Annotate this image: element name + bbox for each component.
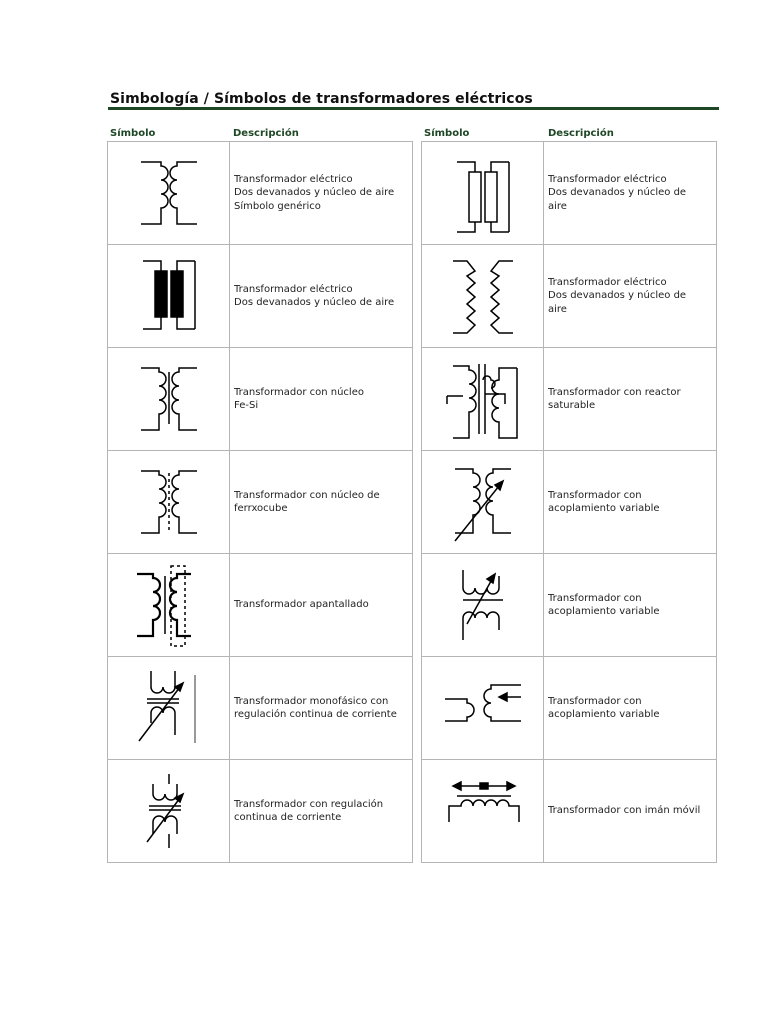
saturable-reactor-transformer-icon xyxy=(443,354,523,444)
page-title: Simbología / Símbolos de transformadores eléctricos xyxy=(110,91,533,107)
description-cell xyxy=(544,348,717,451)
description-line: Dos devanados y núcleo de aire xyxy=(234,297,395,308)
table-row xyxy=(422,142,717,245)
description-line: Transformador con reactor xyxy=(548,386,681,398)
symbol-cell xyxy=(422,245,544,348)
description-cell xyxy=(544,245,717,348)
description-line: Transformador con núcleo xyxy=(234,386,364,398)
single-phase-regulated-transformer-icon xyxy=(129,663,209,753)
description-line: Dos devanados y núcleo de xyxy=(548,187,687,199)
symbol-cell xyxy=(422,451,544,554)
header-symbol-left: Símbolo xyxy=(110,128,156,139)
description-cell xyxy=(230,554,413,657)
table-row xyxy=(108,348,413,451)
block-winding-transformer-icon xyxy=(129,251,209,341)
ferroxcube-core-transformer-icon xyxy=(129,457,209,547)
symbol-cell xyxy=(108,348,230,451)
variable-coupling-arrow-transformer-icon xyxy=(443,560,523,650)
description-line: Transformador con xyxy=(548,489,642,501)
fe-si-core-transformer-icon xyxy=(129,354,209,444)
description-cell xyxy=(230,760,413,863)
table-row xyxy=(422,245,717,348)
symbols-table-right xyxy=(421,141,717,863)
symbol-cell xyxy=(108,451,230,554)
description-line: aire xyxy=(548,303,567,315)
description-cell xyxy=(230,245,413,348)
description-cell xyxy=(230,657,413,760)
symbol-cell xyxy=(422,348,544,451)
description-line: Transformador monofásico con xyxy=(234,695,389,707)
symbol-cell xyxy=(422,760,544,863)
description-cell xyxy=(230,142,413,245)
table-row xyxy=(108,554,413,657)
description-line: Transformador con imán móvil xyxy=(548,805,701,817)
description-cell xyxy=(230,348,413,451)
moving-magnet-transformer-icon xyxy=(443,766,523,856)
continuous-regulation-transformer-icon xyxy=(129,766,209,856)
rectangle-winding-transformer-icon xyxy=(443,148,523,238)
table-row xyxy=(108,760,413,863)
description-line: Transformador con núcleo de xyxy=(234,489,380,501)
symbol-cell xyxy=(108,554,230,657)
description-cell xyxy=(544,760,717,863)
table-row xyxy=(108,451,413,554)
table-row xyxy=(422,348,717,451)
description-line: ferrxocube xyxy=(234,503,288,514)
description-line: Símbolo genérico xyxy=(234,200,321,212)
description-line: Transformador eléctrico xyxy=(548,173,667,185)
symbol-cell xyxy=(422,657,544,760)
table-row xyxy=(108,245,413,348)
header-symbol-right: Símbolo xyxy=(424,128,470,139)
variable-coupling-tap-transformer-icon xyxy=(443,663,523,753)
air-core-transformer-icon xyxy=(129,148,209,238)
description-line: acoplamiento variable xyxy=(548,606,660,617)
description-line: saturable xyxy=(548,400,596,411)
shielded-transformer-icon xyxy=(129,560,209,650)
description-line: Fe-Si xyxy=(234,400,259,411)
symbol-cell xyxy=(422,554,544,657)
table-row xyxy=(422,554,717,657)
table-row xyxy=(108,142,413,245)
table-row xyxy=(108,657,413,760)
description-line: regulación continua de corriente xyxy=(234,709,397,720)
symbols-table-left xyxy=(107,141,413,863)
description-line: Transformador eléctrico xyxy=(548,276,667,288)
description-line: Dos devanados y núcleo de xyxy=(548,290,687,302)
variable-coupling-transformer-icon xyxy=(443,457,523,547)
description-cell xyxy=(544,554,717,657)
table-row xyxy=(422,451,717,554)
description-line: Dos devanados y núcleo de aire xyxy=(234,187,395,199)
symbol-cell xyxy=(108,142,230,245)
symbol-cell xyxy=(108,657,230,760)
title-underline xyxy=(108,107,719,110)
description-line: Transformador con xyxy=(548,695,642,707)
description-cell xyxy=(230,451,413,554)
description-line: Transformador apantallado xyxy=(234,599,369,611)
description-line: continua de corriente xyxy=(234,812,342,823)
header-description-right: Descripción xyxy=(548,128,614,139)
header-description-left: Descripción xyxy=(233,128,299,139)
description-line: acoplamiento variable xyxy=(548,709,660,720)
description-line: Transformador con regulación xyxy=(234,798,384,810)
description-line: aire xyxy=(548,200,567,212)
description-line: Transformador eléctrico xyxy=(234,173,353,185)
zigzag-winding-transformer-icon xyxy=(443,251,523,341)
description-line: acoplamiento variable xyxy=(548,503,660,514)
description-line: Transformador con xyxy=(548,592,642,604)
symbol-cell xyxy=(422,142,544,245)
symbol-cell xyxy=(108,245,230,348)
table-row xyxy=(422,760,717,863)
description-cell xyxy=(544,142,717,245)
description-line: Transformador eléctrico xyxy=(234,283,353,295)
description-cell xyxy=(544,657,717,760)
table-row xyxy=(422,657,717,760)
symbol-cell xyxy=(108,760,230,863)
description-cell xyxy=(544,451,717,554)
